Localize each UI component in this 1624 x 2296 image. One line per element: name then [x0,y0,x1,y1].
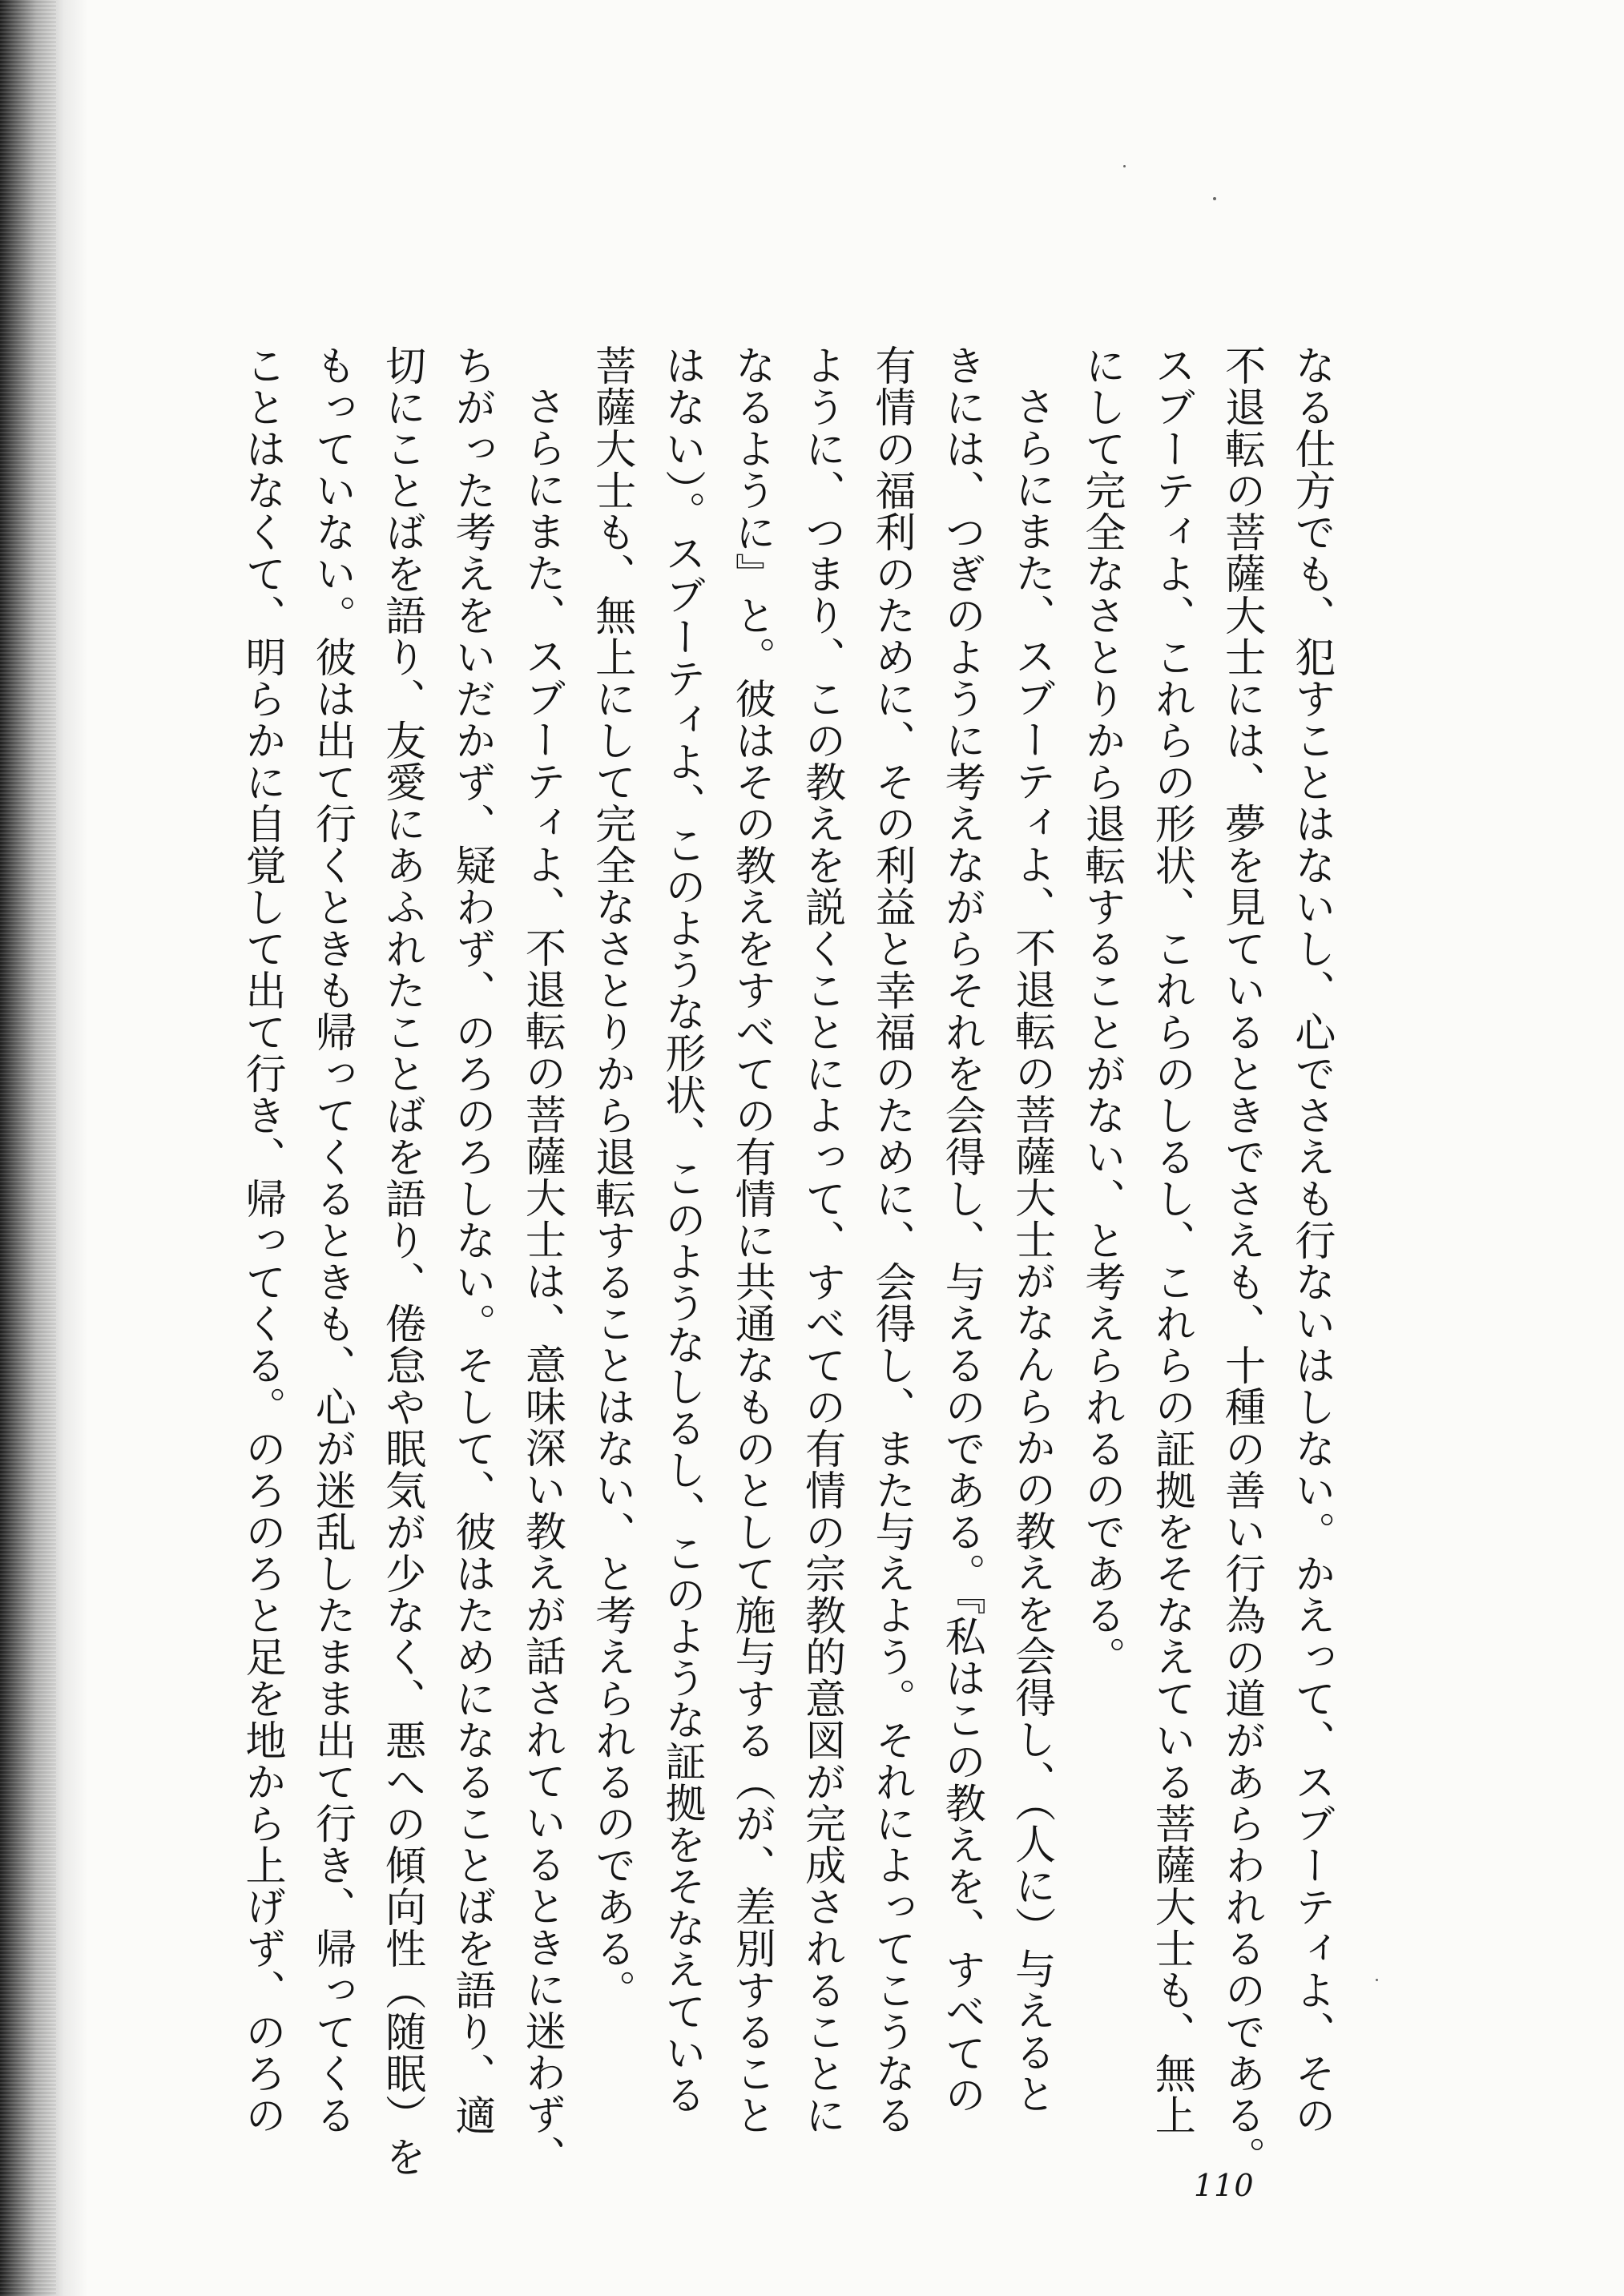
text-line: ように、つまり、この教えを説くことによって、すべての有情の宗教的意図が完成されることに [797,344,845,2136]
text-line: さらにまた、スブーティよ、不退転の菩薩大士は、意味深い教えが話されているときに迷わず、 [518,385,566,2177]
scan-gutter-noise [0,0,56,2296]
text-line: ちがった考えをいだかず、疑わず、のろのろしない。そして、彼はためになることばを語り、適 [447,344,495,2136]
page-number: 110 [1194,2168,1255,2203]
text-line: なる仕方でも、犯すことはないし、心でさえも行ないはしない。かえって、スブーティよ、その [1287,344,1335,2136]
text-line: ことはなくて、明らかに自覚して出て行き、帰ってくる。のろのろと足を地から上げず、のろの [238,344,285,2136]
scan-speck [1376,1979,1378,1981]
text-line: にして完全なさとりから退転することがない、と考えられるのである。 [1077,344,1125,1678]
text-line: きには、つぎのように考えながらそれを会得し、与えるのである。『私はこの教えを、すべての [937,344,985,2116]
text-line: 菩薩大士も、無上にして完全なさとりから退転することはない、と考えられるのである。 [587,344,635,2011]
text-line: スブーティよ、これらの形状、これらのしるし、これらの証拠をそなえている菩薩大士も、無上 [1147,344,1195,2136]
vertical-text-body [237,344,1335,2177]
text-line: もっていない。彼は出て行くときも帰ってくるときも、心が迷乱したまま出て行き、帰ってくる [308,344,356,2136]
text-line: さらにまた、スブーティよ、不退転の菩薩大士がなんらかの教えを会得し、（人に）与えると [1007,385,1055,2115]
text-line: なるように』と。彼はその教えをすべての有情に共通なものとして施与する（が、差別すること [727,344,776,2136]
text-line: 不退転の菩薩大士には、夢を見ているときでさえも、十種の善い行為の道があらわれるのである。 [1217,344,1265,2177]
text-line: 有情の福利のために、その利益と幸福のために、会得し、また与えよう。それによってこうなる [867,344,915,2136]
scan-speck [1213,197,1216,200]
text-line: はない）。スブーティよ、このような形状、このようなしるし、このような証拠をそなえている [657,344,705,2116]
scan-speck [1123,165,1126,167]
text-line: 切にことばを語り、友愛にあふれたことばを語り、倦怠や眠気が少なく、悪への傾向性（随眠）を [377,344,425,2177]
